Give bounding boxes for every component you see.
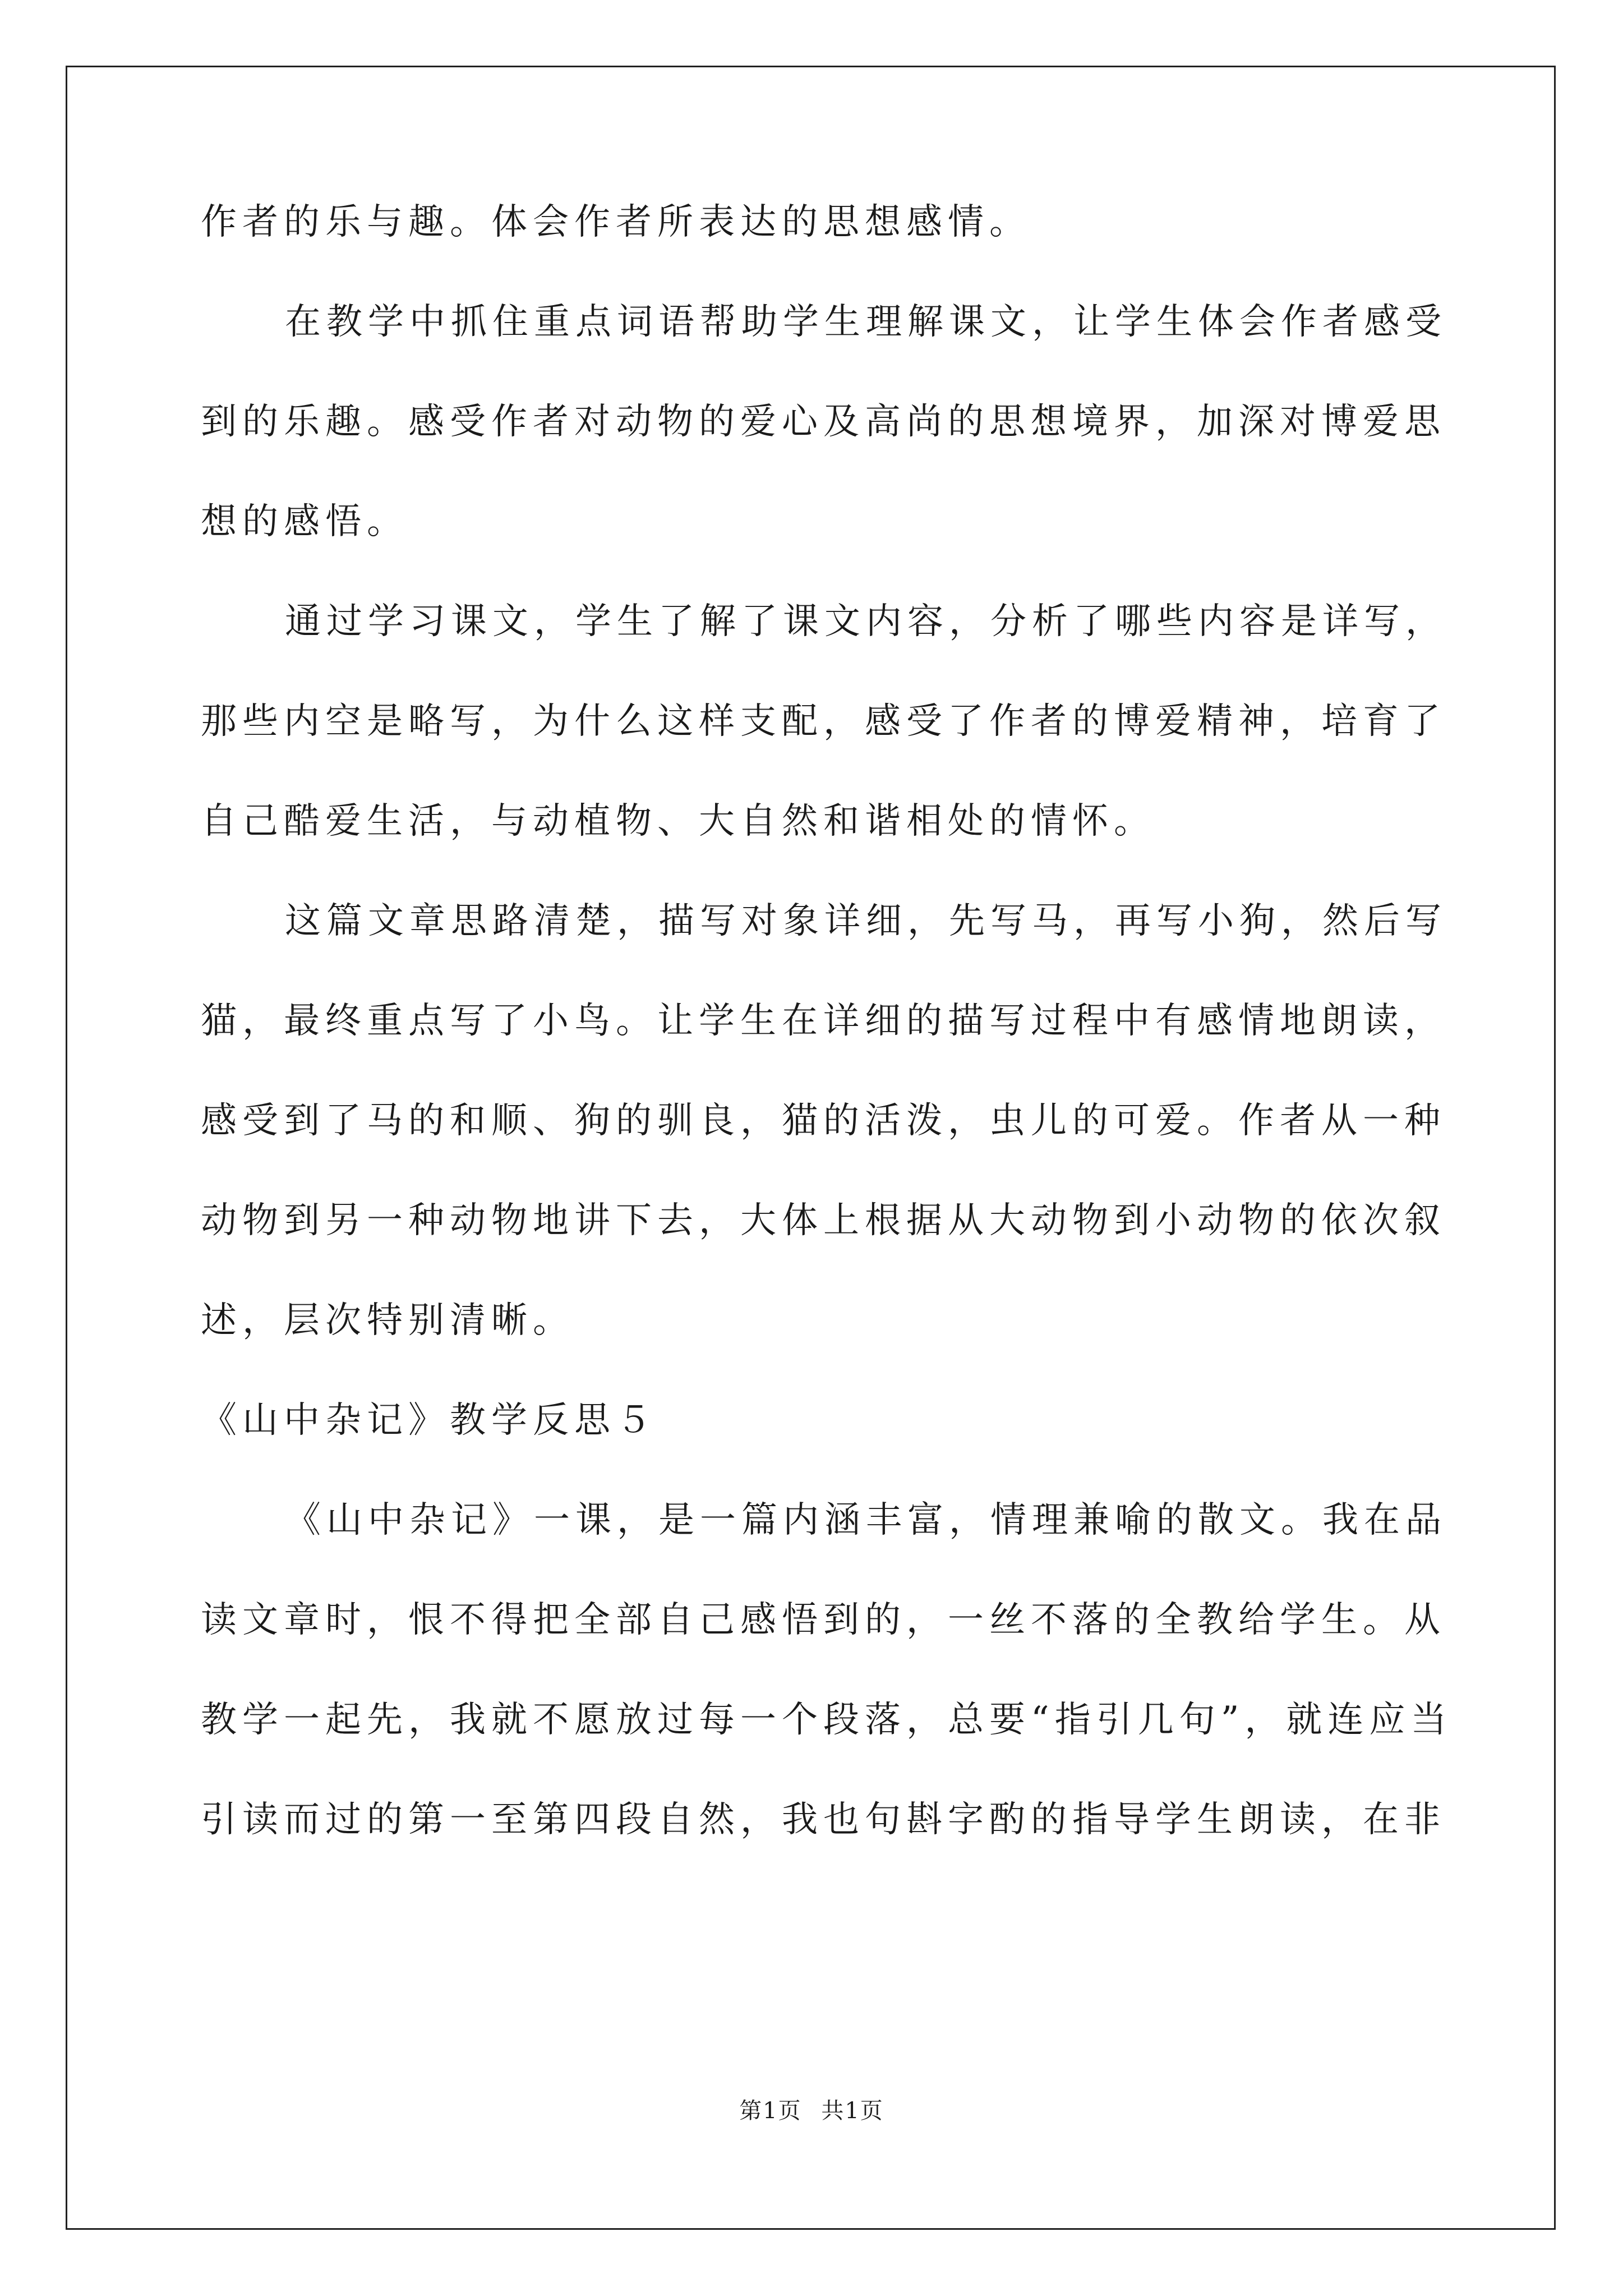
text-line: 引读而过的第一至第四段自然，我也句斟字酌的指导学生朗读，在非 — [201, 1799, 1446, 1841]
page-number: 第1页 — [739, 2098, 802, 2124]
text-line: 作者的乐与趣。体会作者所表达的思想感情。 — [201, 201, 1031, 243]
text-line: 在教学中抓住重点词语帮助学生理解课文，让学生体会作者感受 — [285, 301, 1447, 343]
text-line: 动物到另一种动物地讲下去，大体上根据从大动物到小动物的依次叙 — [201, 1200, 1446, 1241]
text-line: 这篇文章思路清楚，描写对象详细，先写马，再写小狗，然后写 — [285, 900, 1447, 942]
text-line: 教学一起先，我就不愿放过每一个段落，总要“指引几句”，就连应当 — [201, 1699, 1453, 1741]
text-line: 通过学习课文，学生了解了课文内容，分析了哪些内容是详写， — [285, 601, 1447, 642]
text-line: 读文章时，恨不得把全部自己感悟到的，一丝不落的全教给学生。从 — [201, 1599, 1446, 1641]
text-line: 自己酷爱生活，与动植物、大自然和谐相处的情怀。 — [201, 800, 1155, 842]
page-footer — [0, 2097, 1623, 2125]
page-total: 共1页 — [821, 2098, 884, 2124]
text-line: 述，层次特别清晰。 — [201, 1300, 574, 1341]
text-line: 那些内空是略写，为什么这样支配，感受了作者的博爱精神，培育了 — [201, 701, 1446, 742]
section-heading: 《山中杂记》教学反思５ — [201, 1400, 657, 1441]
text-line: 猫，最终重点写了小鸟。让学生在详细的描写过程中有感情地朗读， — [201, 1000, 1446, 1042]
text-line: 到的乐趣。感受作者对动物的爱心及高尚的思想境界，加深对博爱思 — [201, 401, 1446, 443]
text-line: 想的感悟。 — [201, 501, 408, 542]
page-border — [66, 66, 1556, 2230]
text-line: 《山中杂记》一课，是一篇内涵丰富，情理兼喻的散文。我在品 — [285, 1499, 1447, 1541]
text-line: 感受到了马的和顺、狗的驯良，猫的活泼，虫儿的可爱。作者从一种 — [201, 1100, 1446, 1142]
